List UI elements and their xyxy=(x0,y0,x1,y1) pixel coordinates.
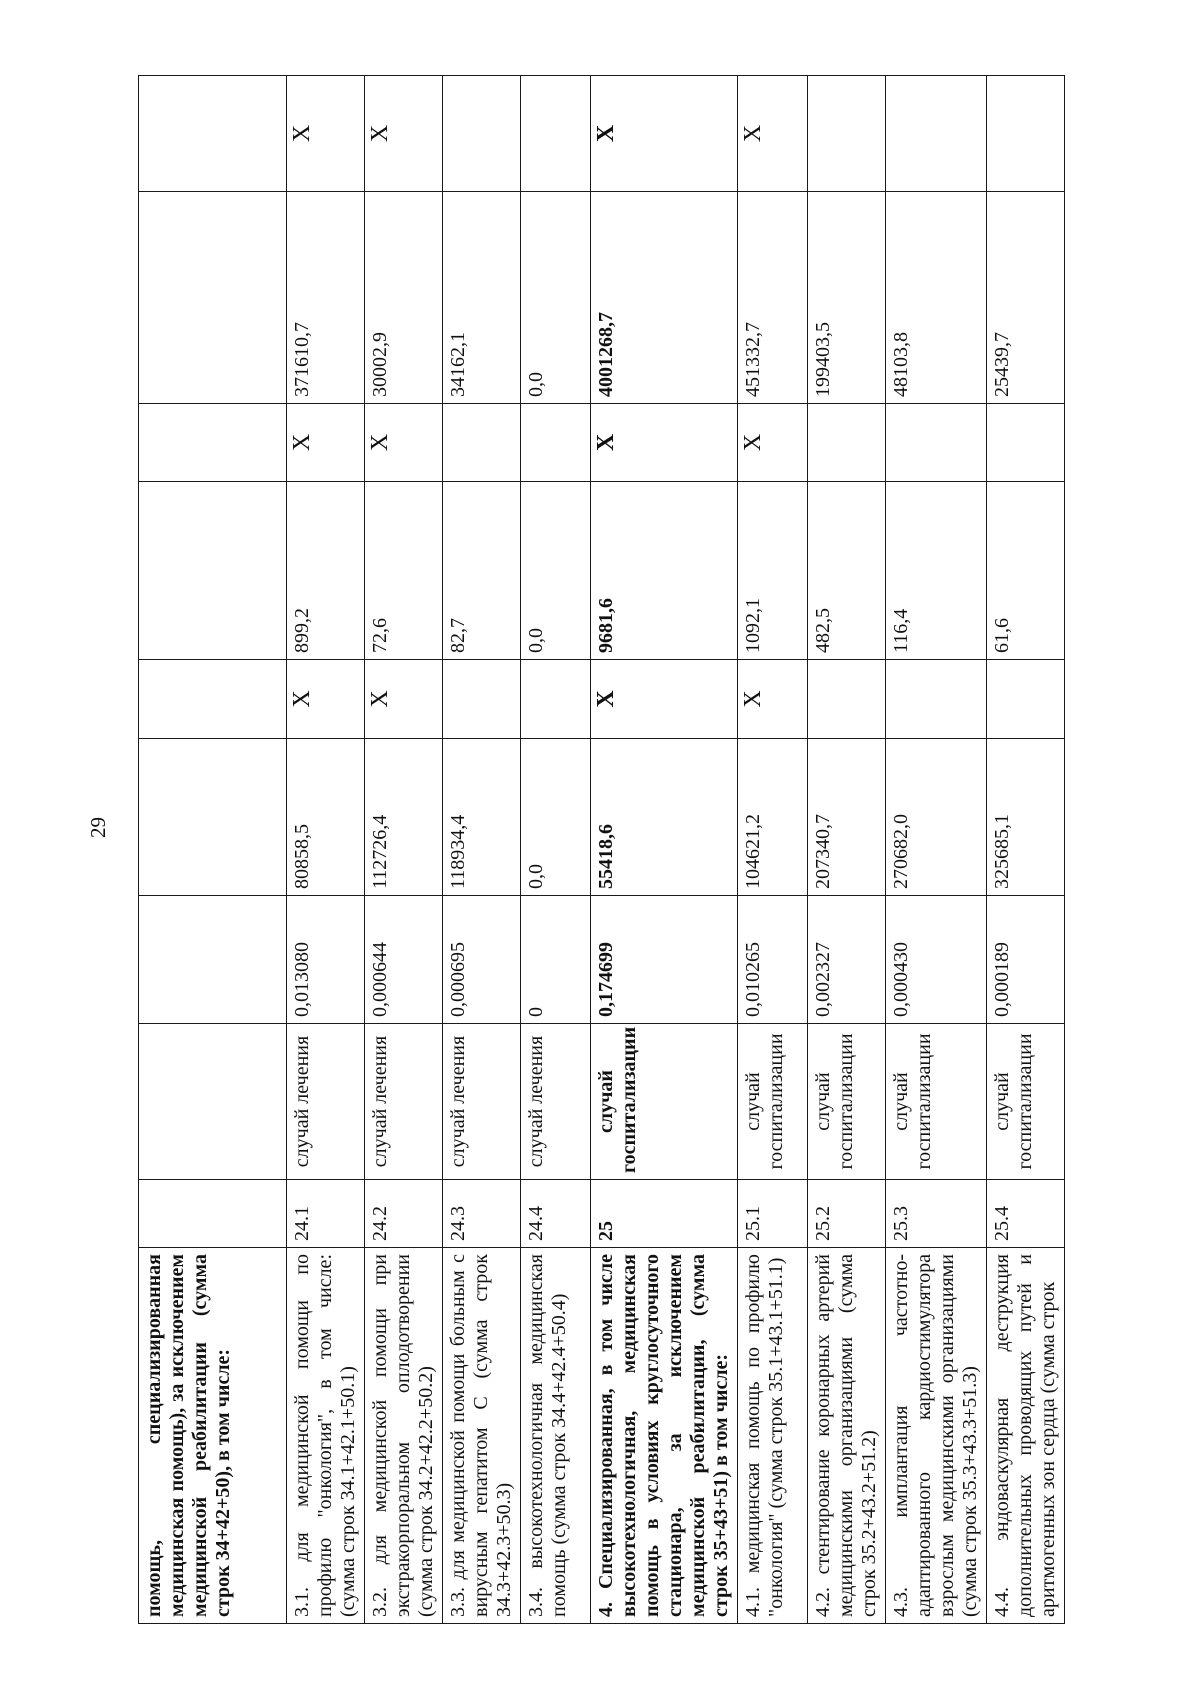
table-row xyxy=(886,76,987,1624)
row-code: 25.4 xyxy=(987,1180,1065,1248)
row-sum-1: 482,5 xyxy=(808,482,886,660)
row-mark-2 xyxy=(886,404,987,482)
row-unit: случай лечения xyxy=(287,1024,365,1180)
row-mark-3 xyxy=(443,76,521,192)
row-unit: случай лечения xyxy=(521,1024,591,1180)
row-unit: случай лечения xyxy=(365,1024,443,1180)
table-row xyxy=(591,76,738,1624)
row-mark-3: X xyxy=(287,76,365,192)
row-mark-1 xyxy=(987,660,1065,739)
row-mark-3 xyxy=(808,76,886,192)
row-sum-2: 451332,7 xyxy=(738,192,808,404)
row-volume: 0 xyxy=(521,896,591,1024)
row-mark-3 xyxy=(139,76,287,192)
row-mark-3: X xyxy=(591,76,738,192)
row-sum-2 xyxy=(139,192,287,404)
row-code: 24.3 xyxy=(443,1180,521,1248)
row-mark-1: X xyxy=(738,660,808,739)
row-name: 3.3. для медицинской помощи больным с вирусным гепатитом С (сумма строк 34.3+42.3+50.3) xyxy=(443,1248,521,1624)
row-mark-2: X xyxy=(287,404,365,482)
row-mark-2 xyxy=(443,404,521,482)
row-code: 24.4 xyxy=(521,1180,591,1248)
row-mark-1 xyxy=(521,660,591,739)
row-sum-1: 9681,6 xyxy=(591,482,738,660)
row-mark-3: X xyxy=(365,76,443,192)
row-code: 25.2 xyxy=(808,1180,886,1248)
row-volume: 0,000695 xyxy=(443,896,521,1024)
row-mark-1: X xyxy=(287,660,365,739)
row-mark-1: X xyxy=(365,660,443,739)
row-cost: 0,0 xyxy=(521,739,591,896)
row-name: 3.2. для медицинской помощи при экстракорпоральном оплодотворении (сумма строк 34.2+42.2+50.2) xyxy=(365,1248,443,1624)
row-sum-2: 4001268,7 xyxy=(591,192,738,404)
row-sum-1: 899,2 xyxy=(287,482,365,660)
row-name: 3.1. для медицинской помощи по профилю "онкология", в том числе: (сумма строк 34.1+42.1+50.1) xyxy=(287,1248,365,1624)
row-name: 3.4. высокотехнологичная медицинская помощь (сумма строк 34.4+42.4+50.4) xyxy=(521,1248,591,1624)
row-mark-3: X xyxy=(738,76,808,192)
row-sum-2: 199403,5 xyxy=(808,192,886,404)
row-name: 4.4. эндоваскулярная деструкция дополнительных проводящих путей и аритмогенных зон сердца (сумма строк xyxy=(987,1248,1065,1624)
row-mark-2 xyxy=(808,404,886,482)
row-mark-2 xyxy=(521,404,591,482)
row-code: 25.1 xyxy=(738,1180,808,1248)
row-mark-2: X xyxy=(591,404,738,482)
row-volume: 0,010265 xyxy=(738,896,808,1024)
row-sum-2: 48103,8 xyxy=(886,192,987,404)
row-mark-3 xyxy=(886,76,987,192)
row-cost: 270682,0 xyxy=(886,739,987,896)
row-mark-1 xyxy=(886,660,987,739)
row-unit xyxy=(139,1024,287,1180)
row-sum-2: 25439,7 xyxy=(987,192,1065,404)
row-cost: 325685,1 xyxy=(987,739,1065,896)
row-sum-2: 34162,1 xyxy=(443,192,521,404)
row-cost: 207340,7 xyxy=(808,739,886,896)
row-mark-1 xyxy=(808,660,886,739)
table-row xyxy=(808,76,886,1624)
page-number: 29 xyxy=(86,817,110,838)
row-sum-2: 30002,9 xyxy=(365,192,443,404)
row-name: 4.1. медицинская помощь по профилю "онкология" (сумма строк 35.1+43.1+51.1) xyxy=(738,1248,808,1624)
row-volume xyxy=(139,896,287,1024)
row-sum-1: 61,6 xyxy=(987,482,1065,660)
table-row xyxy=(987,76,1065,1624)
row-code: 25 xyxy=(591,1180,738,1248)
row-mark-3 xyxy=(987,76,1065,192)
rotated-table-wrapper xyxy=(138,76,1063,1624)
row-unit: случай госпитализации xyxy=(886,1024,987,1180)
row-volume: 0,000644 xyxy=(365,896,443,1024)
row-cost: 112726,4 xyxy=(365,739,443,896)
row-unit: случай лечения xyxy=(443,1024,521,1180)
row-mark-3 xyxy=(521,76,591,192)
row-code: 24.2 xyxy=(365,1180,443,1248)
row-mark-2 xyxy=(987,404,1065,482)
row-cost: 118934,4 xyxy=(443,739,521,896)
row-cost: 104621,2 xyxy=(738,739,808,896)
row-volume: 0,000189 xyxy=(987,896,1065,1024)
table-row xyxy=(139,76,287,1624)
table-row xyxy=(287,76,365,1624)
row-mark-2: X xyxy=(738,404,808,482)
row-mark-1 xyxy=(139,660,287,739)
row-unit: случай госпитализации xyxy=(987,1024,1065,1180)
row-name: 4.2. стентирование коронарных артерий медицинскими организациями (сумма строк 35.2+43.2+51.2) xyxy=(808,1248,886,1624)
row-volume: 0,000430 xyxy=(886,896,987,1024)
row-code xyxy=(139,1180,287,1248)
table-row xyxy=(738,76,808,1624)
row-volume: 0,174699 xyxy=(591,896,738,1024)
funding-table xyxy=(138,75,1065,1624)
row-sum-1: 0,0 xyxy=(521,482,591,660)
table-row xyxy=(521,76,591,1624)
row-code: 24.1 xyxy=(287,1180,365,1248)
row-sum-2: 371610,7 xyxy=(287,192,365,404)
row-sum-1: 82,7 xyxy=(443,482,521,660)
row-mark-2: X xyxy=(365,404,443,482)
row-volume: 0,002327 xyxy=(808,896,886,1024)
table-row xyxy=(443,76,521,1624)
row-unit: случай госпитализации xyxy=(591,1024,738,1180)
row-mark-1: X xyxy=(591,660,738,739)
row-code: 25.3 xyxy=(886,1180,987,1248)
row-cost xyxy=(139,739,287,896)
row-sum-1 xyxy=(139,482,287,660)
row-unit: случай госпитализации xyxy=(808,1024,886,1180)
row-sum-2: 0,0 xyxy=(521,192,591,404)
row-sum-1: 72,6 xyxy=(365,482,443,660)
row-mark-1 xyxy=(443,660,521,739)
row-sum-1: 1092,1 xyxy=(738,482,808,660)
row-cost: 55418,6 xyxy=(591,739,738,896)
row-name: помощь, специализированная медицинская помощь), за исключением медицинской реабилитации (сумма строк 34+42+50), в том числе: xyxy=(139,1248,287,1624)
row-name: 4. Специализированная, в том числе высокотехнологичная, медицинская помощь в условиях круглосуточного стационара, за исключением медицинской реабилитации, (сумма строк 35+43+51) в том числе: xyxy=(591,1248,738,1624)
row-name: 4.3. имплантация частотно-адаптированного кардиостимулятора взрослым медицинскими организациями (сумма строк 35.3+43.3+51.3) xyxy=(886,1248,987,1624)
row-unit: случай госпитализации xyxy=(738,1024,808,1180)
row-mark-2 xyxy=(139,404,287,482)
row-cost: 80858,5 xyxy=(287,739,365,896)
row-volume: 0,013080 xyxy=(287,896,365,1024)
table-row xyxy=(365,76,443,1624)
row-sum-1: 116,4 xyxy=(886,482,987,660)
